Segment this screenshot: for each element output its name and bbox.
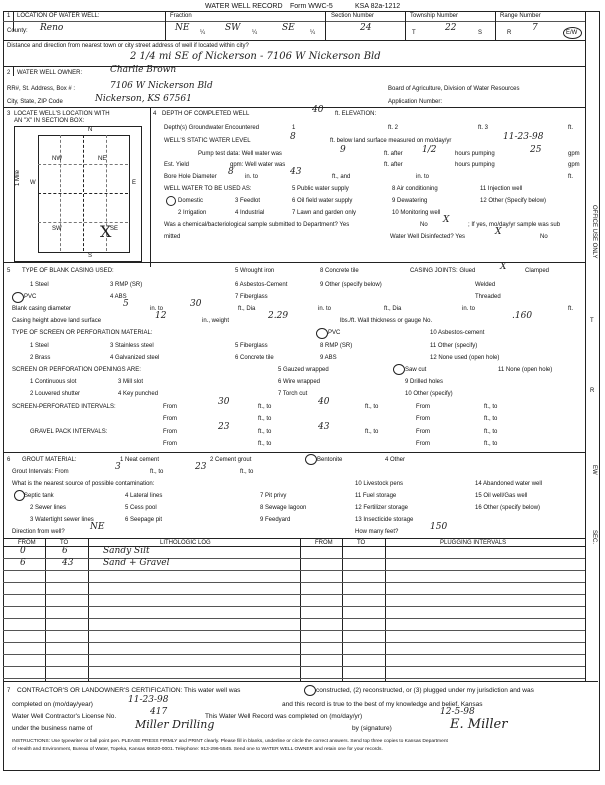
- owner-value: Charlie Brown: [110, 65, 177, 75]
- office-use-label: OFFICE USE ONLY: [591, 205, 597, 259]
- grout-to-value: 23: [195, 462, 207, 472]
- certification-line: CONTRACTOR'S OR LANDOWNER'S CERTIFICATION: This water well was: [17, 687, 241, 694]
- range-value: 7: [532, 23, 538, 33]
- sec1-label: LOCATION OF WATER WELL:: [17, 13, 100, 19]
- grout-label: GROUT MATERIAL:: [22, 457, 77, 463]
- signature: E. Miller: [450, 717, 508, 732]
- record-date: 12-5-98: [440, 707, 475, 717]
- section-number-label: Section Number: [331, 13, 375, 19]
- grout-bentonite: Bentonite: [317, 457, 343, 463]
- business-name: Miller Drilling: [135, 718, 215, 731]
- static-date-value: 11-23-98: [503, 132, 544, 142]
- office-use-divider: [585, 11, 586, 681]
- casing-height-value: 12: [155, 311, 167, 321]
- log-row-line: [3, 558, 585, 559]
- log-to-cell: 43: [62, 558, 74, 568]
- log-row-line: [3, 666, 585, 667]
- well-location-x: X: [100, 222, 112, 241]
- license-number: 417: [150, 707, 168, 717]
- distance-value: 2 1/4 mi SE of Nickerson - 7106 W Nickerson Bld: [130, 51, 381, 62]
- casing-dia-value: 5: [123, 299, 129, 309]
- log-row-line: [3, 618, 585, 619]
- contam-septic: Septic tank: [24, 493, 54, 499]
- address-label: RR#, St. Address, Box # :: [7, 86, 76, 92]
- casing-pvc: PVC: [24, 294, 37, 300]
- quarter-1: NE: [175, 23, 190, 33]
- log-from-header: FROM: [18, 540, 36, 546]
- use-domestic: Domestic: [178, 198, 204, 204]
- distance-label: Distance and direction from nearest town or city street address of well if located within city?: [7, 43, 249, 49]
- casing-label: TYPE OF BLANK CASING USED:: [22, 268, 114, 274]
- spi-to-value: 40: [318, 397, 330, 407]
- range-label: Range Number: [500, 13, 541, 19]
- depth-label: DEPTH OF COMPLETED WELL: [162, 111, 250, 117]
- city-value: Nickerson, KS 67561: [95, 94, 192, 104]
- feet-value: 150: [430, 522, 448, 532]
- instructions: INSTRUCTIONS: Use typewriter or ball point pen. PLEASE PRESS FIRMLY and PRINT clearly. Please fill in blanks, underline or circle the correct answers. Send top three copies to Kansas Department: [12, 739, 448, 744]
- board-label: Board of Agriculture, Division of Water Resources: [388, 86, 520, 92]
- log-to-cell: 6: [62, 546, 68, 556]
- ew-mark: E/W: [566, 30, 578, 36]
- log-row-line: [3, 606, 585, 607]
- pump-ft-value: 9: [340, 145, 346, 155]
- saw-cut: Saw cut: [405, 367, 427, 373]
- township-label: Township Number: [410, 13, 459, 19]
- completed-date: 11-23-98: [128, 695, 169, 705]
- log-desc-cell: Sand + Gravel: [103, 558, 170, 568]
- log-row-line: [3, 642, 585, 643]
- screen-pvc: PVC: [328, 330, 341, 336]
- log-row-line: [3, 654, 585, 655]
- log-from-cell: 6: [20, 558, 26, 568]
- county-value: Reno: [40, 23, 64, 33]
- log-row-line: [3, 582, 585, 583]
- ksa-ref: KSA 82a-1212: [355, 3, 401, 10]
- log-row-line: [3, 630, 585, 631]
- log-to-header: TO: [60, 540, 69, 546]
- log-row-line: [3, 678, 585, 679]
- sec1-num: 1: [7, 13, 11, 19]
- depth-value: 40: [312, 105, 324, 115]
- locate-label: LOCATE WELL'S LOCATION WITH: [14, 111, 110, 117]
- section-grid: [38, 135, 130, 253]
- plugging-header: PLUGGING INTERVALS: [440, 540, 507, 546]
- domestic-circle: [166, 196, 176, 206]
- city-label: City, State, ZIP Code: [7, 99, 63, 105]
- bore-to-value: 43: [290, 167, 302, 177]
- gp-to-value: 43: [318, 422, 330, 432]
- spi-from-value: 30: [218, 397, 230, 407]
- owner-label: WATER WELL OWNER:: [17, 70, 83, 76]
- address-value: 7106 W Nickerson Bld: [110, 81, 213, 91]
- quarter-3: SE: [282, 23, 295, 33]
- direction-value: NE: [90, 522, 105, 532]
- application-label: Application Number:: [388, 99, 443, 105]
- casing-to-value: 30: [190, 299, 202, 309]
- pump-hours-value: 1/2: [422, 145, 437, 155]
- gp-from-value: 23: [218, 422, 230, 432]
- section-value: 24: [360, 23, 372, 33]
- township-value: 22: [445, 23, 457, 33]
- county-label: County:: [7, 28, 28, 34]
- log-desc-cell: Sandy Silt: [103, 546, 150, 556]
- fraction-label: Fraction: [170, 13, 192, 19]
- use-label: WELL WATER TO BE USED AS:: [164, 186, 252, 192]
- form-title: WATER WELL RECORD: [205, 3, 283, 10]
- grout-from-value: 3: [115, 462, 121, 472]
- form-number: Form WWC-5: [290, 3, 333, 10]
- log-row-line: [3, 594, 585, 595]
- gauge-value: .160: [512, 311, 533, 321]
- bore-diameter-value: 8: [228, 167, 234, 177]
- log-row-line: [3, 570, 585, 571]
- litho-header: LITHOLOGIC LOG: [160, 540, 211, 546]
- static-level-value: 8: [290, 132, 296, 142]
- pump-gpm-value: 25: [530, 145, 542, 155]
- quarter-2: SW: [225, 23, 241, 33]
- casing-weight-value: 2.29: [268, 311, 289, 321]
- log-from-cell: 0: [20, 546, 26, 556]
